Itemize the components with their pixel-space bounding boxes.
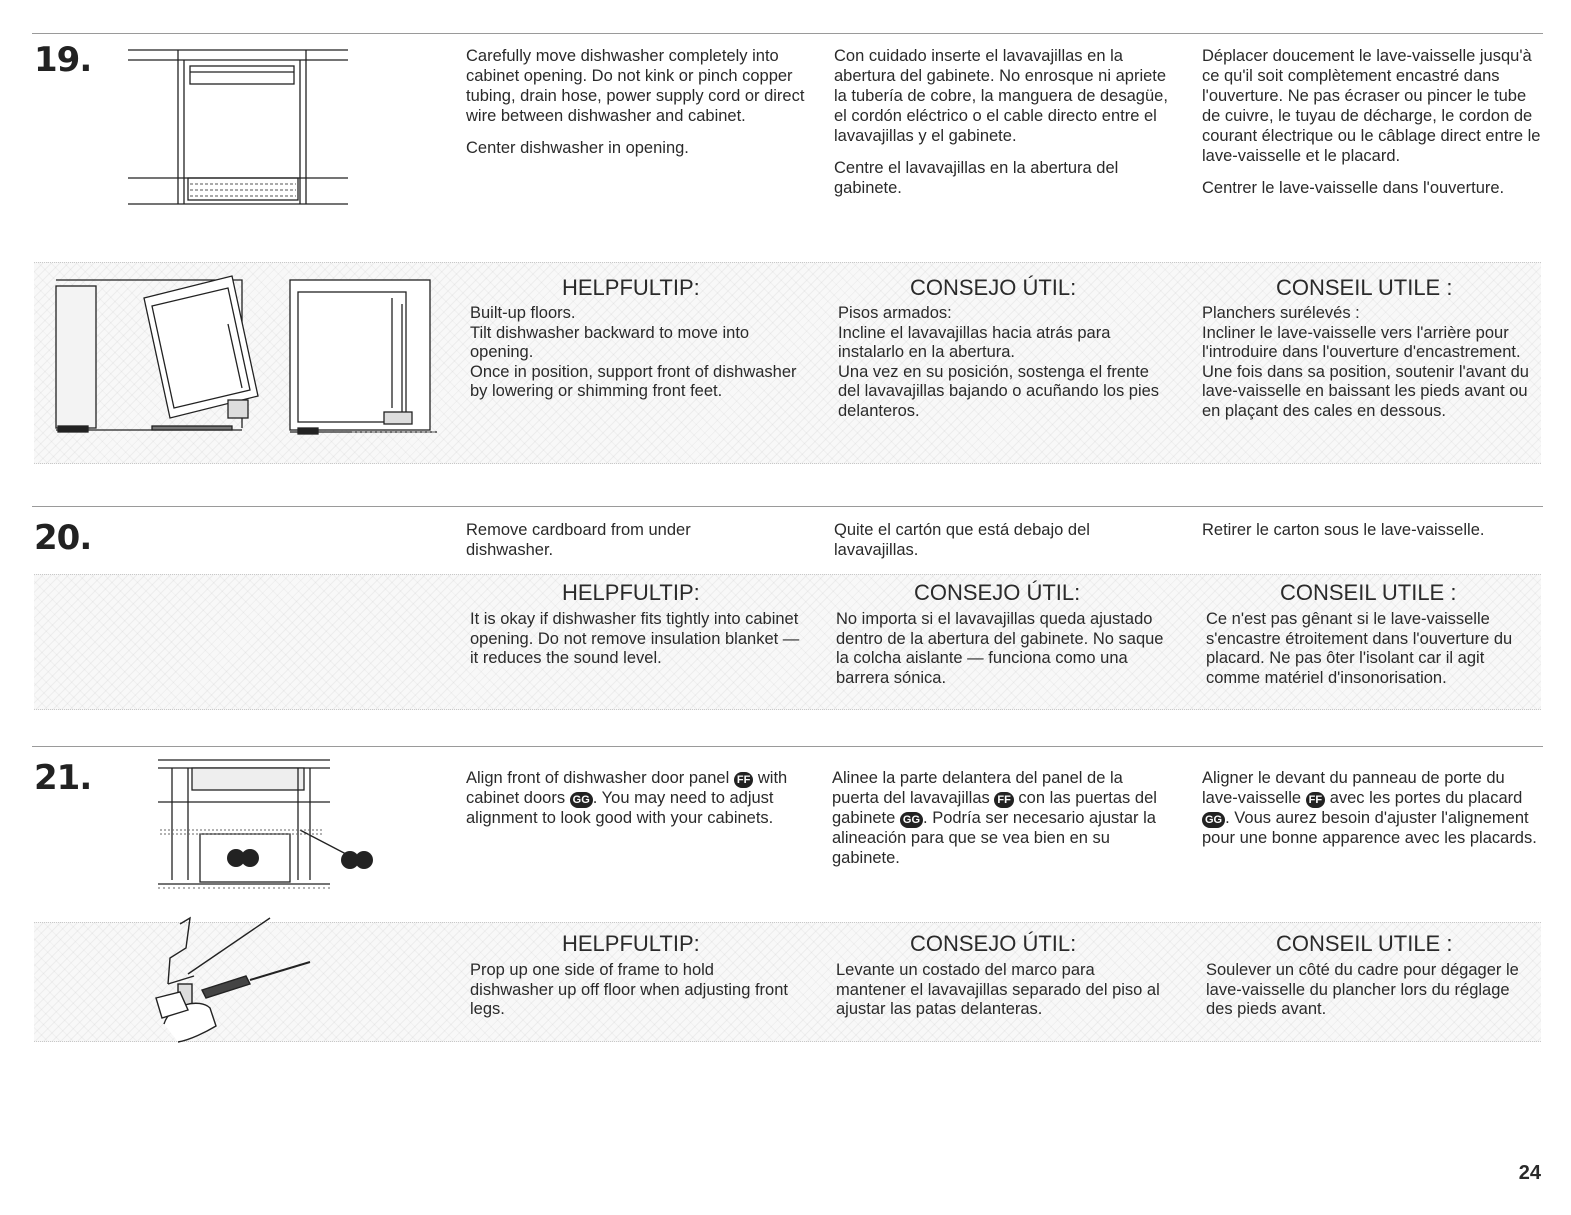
step-21-fr-part-c: . Vous aurez besoin d'ajuster l'alignement pour une bonne apparence avec les placards. (1202, 809, 1537, 847)
step-21-number: 21. (34, 758, 92, 798)
step-21-es-part-a: Alinee la parte delantera del panel de la puerta del lavavajillas (832, 769, 1123, 807)
step-21-fr-part-a: Aligner le devant du panneau de porte du lave-vaisselle (1202, 769, 1505, 807)
step-21-tip-es (836, 961, 1166, 1020)
badge-ff-icon: FF (1306, 792, 1325, 808)
step-20-tip-es-text: No importa si el lavavajillas queda ajustado dentro de la abertura del gabinete. No saque la colcha aislante — funciona como una barrera sónica. (836, 610, 1164, 687)
step-21-en-part-b: with cabinet doors (466, 769, 788, 807)
badge-ff-icon: FF (994, 792, 1013, 808)
step-20-rule (32, 506, 1543, 507)
step-20-tip-heading-es: CONSEJO ÚTIL: (914, 580, 1081, 605)
step-19-spanish (834, 46, 1169, 210)
step-19-number: 19. (34, 40, 92, 80)
step-21-tip-en-text: Prop up one side of frame to hold dishwasher up off floor when adjusting front legs. (470, 961, 788, 1018)
step-19-tip-fr (1202, 304, 1544, 421)
step-19-tip-es (838, 304, 1173, 421)
step-19-tip-fr-text: Planchers surélevés : Incliner le lave-vaisselle vers l'arrière pour l'introduire dans l'ouverture d'encastrement. Une fois dans sa position, soutenir l'avant du lave-vaisselle en baissant les pieds avant ou en plaçant des cales en dessous. (1202, 304, 1529, 420)
step-19-tip-heading-fr: CONSEIL UTILE : (1276, 275, 1453, 300)
step-21-tip-fr-text: Soulever un côté du cadre pour dégager le lave-vaisselle du plancher lors du réglage des pieds avant. (1206, 961, 1519, 1018)
step-21-tip-fr (1206, 961, 1538, 1020)
step-20-spanish: Quite el cartón que está debajo del lavavajillas. (834, 521, 1090, 559)
step-20-tip-heading-en: HELPFULTIP: (562, 580, 700, 605)
step-19-tip-en (470, 304, 800, 402)
step-21-english (466, 768, 806, 828)
step-20-tip-en (470, 610, 800, 669)
door-panel-alignment-illustration (150, 756, 390, 896)
step-21-tip-heading-en: HELPFULTIP: (562, 931, 700, 956)
step-20-tip-es (836, 610, 1171, 688)
top-rule (32, 33, 1543, 34)
step-19-english-p1: Carefully move dishwasher completely into cabinet opening. Do not kink or pinch copper tubing, drain hose, power supply cord or direct wire between dishwasher and cabinet. (466, 47, 805, 125)
step-20-tip-fr-text: Ce n'est pas gênant si le lave-vaisselle s'encastre étroitement dans l'ouverture du placard. Ne pas ôter l'isolant car il agit comme matériel d'insonorisation. (1206, 610, 1513, 687)
step-19-tip-heading-en: HELPFULTIP: (562, 275, 700, 300)
step-21-tip-en (470, 961, 790, 1020)
step-20-number: 20. (34, 518, 92, 558)
step-21-tip-heading-fr: CONSEIL UTILE : (1276, 931, 1453, 956)
step-19-french-p2: Centrer le lave-vaisselle dans l'ouverture. (1202, 179, 1505, 197)
step-19-french-p1: Déplacer doucement le lave-vaisselle jusqu'à ce qu'il soit complètement encastré dans l'ouverture. Ne pas écraser ou pincer le tube de cuivre, le tuyau de décharge, le cordon de courant électrique ou le câblage direct entre le lave-vaisselle et le placard. (1202, 47, 1541, 165)
step-20-tip-fr (1206, 610, 1542, 688)
step-20-french: Retirer le carton sous le lave-vaisselle. (1202, 521, 1485, 539)
step-19-spanish-p2: Centre el lavavajillas en la abertura del gabinete. (834, 159, 1119, 197)
step-21-es-part-b: con las puertas del gabinete (832, 789, 1157, 827)
step-20-tip-heading-fr: CONSEIL UTILE : (1280, 580, 1457, 605)
step-21-spanish (832, 768, 1167, 868)
step-19-english-p2: Center dishwasher in opening. (466, 139, 689, 157)
step-21-fr-part-b: avec les portes du placard (1329, 789, 1523, 807)
badge-gg-illustration (341, 851, 373, 869)
badge-gg-icon: GG (570, 792, 593, 808)
badge-ff-icon: FF (734, 772, 753, 788)
step-19-tip-es-text: Pisos armados: Incline el lavavajillas hacia atrás para instalarlo en la abertura. Una vez en su posición, sostenga el frente del lavavajillas bajando o acuñando los pies delanteros. (838, 304, 1160, 420)
step-20-english: Remove cardboard from under dishwasher. (466, 521, 691, 559)
step-21-tip-heading-es: CONSEJO ÚTIL: (910, 931, 1077, 956)
badge-gg-icon: GG (1202, 812, 1225, 828)
step-21-tip-es-text: Levante un costado del marco para mantener el lavavajillas separado del piso al ajustar las patas delanteras. (836, 961, 1160, 1018)
page-number: 24 (1518, 1162, 1541, 1184)
step-19-spanish-p1: Con cuidado inserte el lavavajillas en la abertura del gabinete. No enrosque ni apriete la tubería de cobre, la manguera de desagüe, el cordón eléctrico o el cable directo entre el lavavajillas y el gabinete. (834, 47, 1168, 145)
step-19-tip-en-text: Built-up floors. Tilt dishwasher backward to move into opening. Once in position, support front of dishwasher by lowering or shimming front feet. (470, 304, 797, 400)
step-20-tip-en-text: It is okay if dishwasher fits tightly into cabinet opening. Do not remove insulation blanket —it reduces the sound level. (470, 610, 800, 667)
step-19-french (1202, 46, 1542, 210)
step-21-french (1202, 768, 1542, 848)
step-19-english (466, 46, 811, 170)
step-21-en-part-a: Align front of dishwasher door panel (466, 769, 730, 787)
step-19-tip-heading-es: CONSEJO ÚTIL: (910, 275, 1077, 300)
dishwasher-in-cabinet-illustration (128, 44, 358, 214)
badge-ff-illustration (227, 849, 259, 867)
tilted-dishwasher-illustration (52, 268, 452, 448)
adjusting-front-legs-illustration (150, 914, 320, 1044)
step-21-en-part-c: . You may need to adjust alignment to look good with your cabinets. (466, 789, 774, 827)
badge-gg-icon: GG (900, 812, 923, 828)
step-21-rule (32, 746, 1543, 747)
step-21-es-part-c: . Podría ser necesario ajustar la alineación para que se vea bien en su gabinete. (832, 809, 1156, 867)
